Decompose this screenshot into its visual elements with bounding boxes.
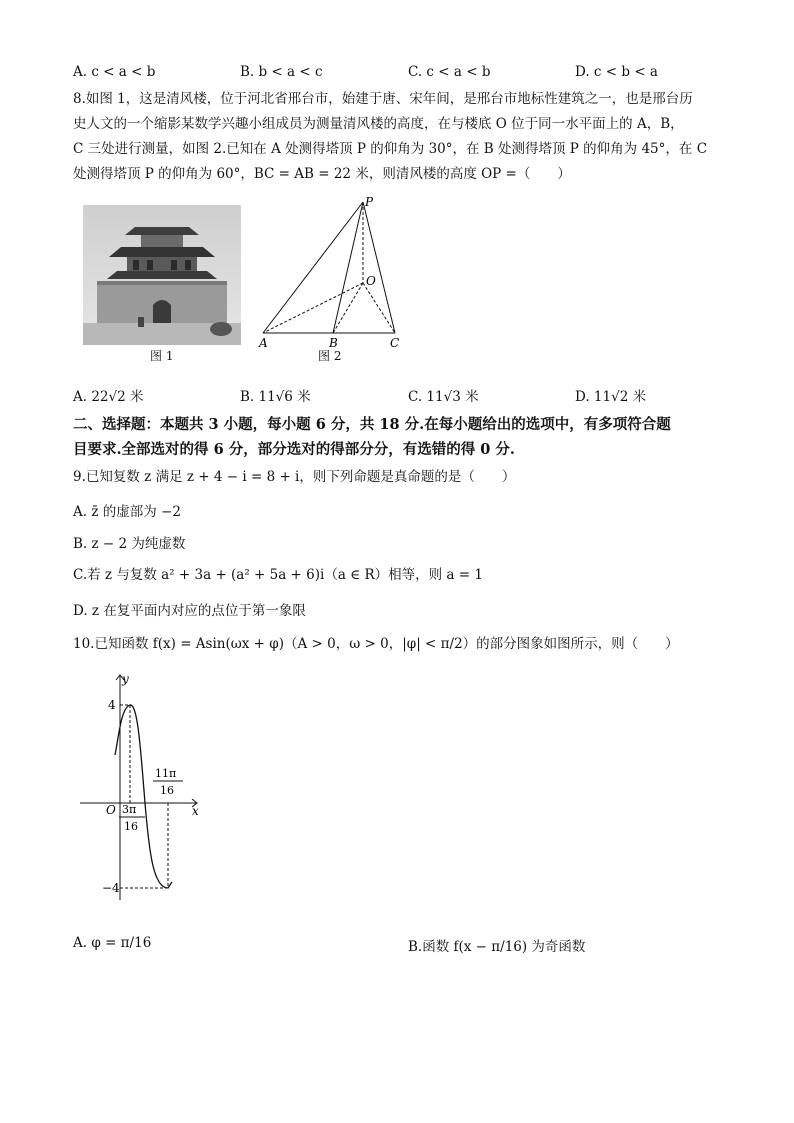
pyramid-diagram: [250, 195, 410, 355]
x2-denominator: 16: [160, 784, 174, 797]
q9-option-a: A. z̄ 的虚部为 −2: [73, 504, 181, 520]
point-p-label: P: [365, 195, 374, 209]
x1-denominator: 16: [124, 820, 138, 833]
q9-option-b: B. z − 2 为纯虚数: [73, 536, 186, 552]
x-axis-label: x: [192, 804, 199, 818]
x2-numerator: 11π: [155, 767, 177, 780]
point-c-label: C: [390, 336, 400, 350]
q7-option-a: A. c < a < b: [73, 64, 156, 80]
section2-heading-line1: 二、选择题：本题共 3 小题，每小题 6 分，共 18 分.在每小题给出的选项中，有多项符合题: [73, 416, 671, 433]
q8-stem-line2: 史人文的一个缩影某数学兴趣小组成员为测量清风楼的高度，在与楼底 O 位于同一水平面上的 A，B，: [73, 116, 684, 132]
y-max-label: 4: [108, 698, 116, 712]
q8-option-c: C. 11√3 米: [408, 389, 479, 405]
q7-option-b: B. b < a < c: [240, 64, 323, 80]
q9-option-c: C.若 z 与复数 a² + 3a + (a² + 5a + 6)i（a ∈ R）相等，则 a = 1: [73, 567, 483, 583]
q8-option-d: D. 11√2 米: [575, 389, 647, 405]
y-axis-label: y: [122, 672, 129, 686]
q10-option-b: B.函数 f(x − π/16) 为奇函数: [408, 939, 586, 955]
q8-option-b: B. 11√6 米: [240, 389, 311, 405]
q9-stem: 9.已知复数 z 满足 z + 4 − i = 8 + i，则下列命题是真命题的是（ ）: [73, 469, 516, 485]
q7-option-d: D. c < b < a: [575, 64, 658, 80]
q8-stem-line3: C 三处进行测量，如图 2.已知在 A 处测得塔顶 P 的仰角为 30°，在 B 处测得塔顶 P 的仰角为 45°，在 C: [73, 141, 708, 157]
figure2-caption: 图 2: [318, 349, 342, 363]
section2-heading-line2: 目要求.全部选对的得 6 分，部分选对的得部分分，有选错的得 0 分.: [73, 441, 515, 458]
q10-option-a: A. φ = π/16: [73, 935, 152, 951]
q10-stem: 10.已知函数 f(x) = Asin(ωx + φ)（A > 0，ω > 0，|φ| < π/2）的部分图象如图所示，则（ ）: [73, 636, 679, 652]
q8-stem-line1: 8.如图 1，这是清风楼，位于河北省邢台市，始建于唐、宋年间，是邢台市地标性建筑之一，也是邢台历: [73, 91, 693, 107]
point-o-label: O: [366, 274, 376, 288]
q7-option-c: C. c < a < b: [408, 64, 491, 80]
origin-label: O: [106, 803, 116, 817]
q8-stem-line4: 处测得塔顶 P 的仰角为 60°，BC = AB = 22 米，则清风楼的高度 OP =（ ）: [73, 166, 571, 182]
q8-option-a: A. 22√2 米: [73, 389, 144, 405]
x1-numerator: 3π: [122, 803, 137, 816]
figure1-caption: 图 1: [150, 349, 174, 363]
qingfeng-tower-photo: [83, 205, 241, 345]
y-min-label: −4: [102, 881, 120, 895]
point-a-label: A: [259, 336, 268, 350]
q9-option-d: D. z 在复平面内对应的点位于第一象限: [73, 603, 306, 619]
point-b-label: B: [329, 336, 338, 350]
sine-graph: [75, 670, 210, 905]
